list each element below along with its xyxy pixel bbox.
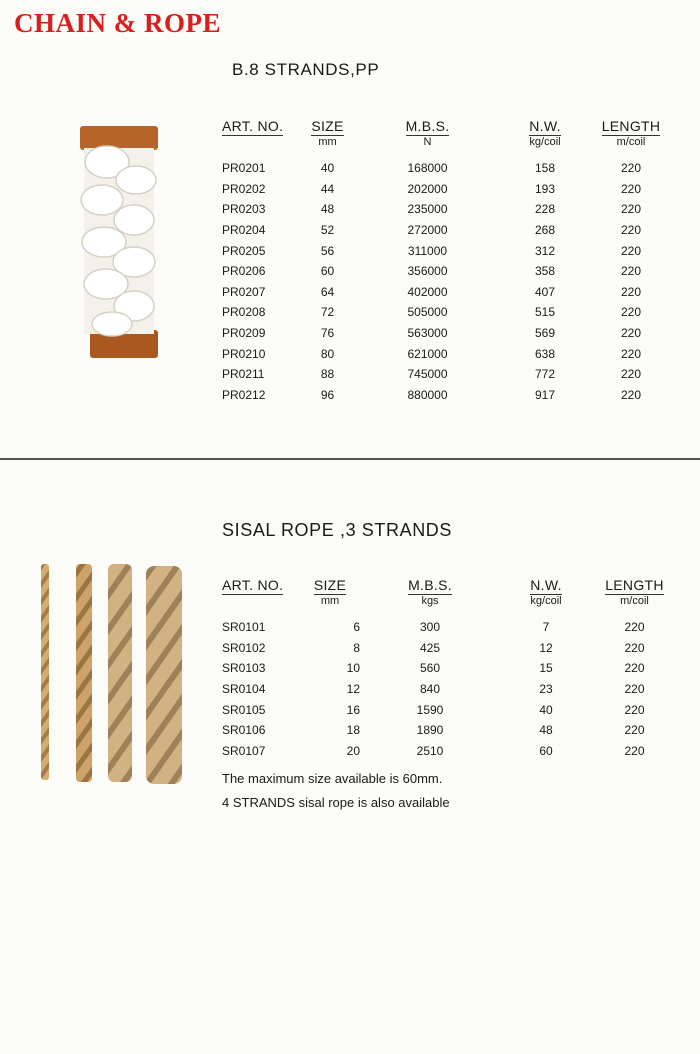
unit-cell: kg/coil xyxy=(529,136,561,148)
table-row: PR0209 76 563000 569 220 xyxy=(222,326,642,341)
brand-title: CHAIN & ROPE xyxy=(14,8,221,38)
col-header-nw: N.W. xyxy=(529,118,561,134)
table-row: SR0104 12 840 23 220 xyxy=(222,682,645,697)
col-header-length: LENGTH xyxy=(601,118,661,134)
col-header-mbs: M.B.S. xyxy=(408,577,452,593)
pp-rope-photo xyxy=(62,122,174,362)
unit-cell: m/coil xyxy=(620,595,649,607)
table-row: SR0102 8 425 12 220 xyxy=(222,640,645,655)
table-row: PR0210 80 621000 638 220 xyxy=(222,346,642,361)
unit-cell: m/coil xyxy=(616,136,646,148)
table-row: SR0105 16 1590 40 220 xyxy=(222,702,645,717)
table-row: PR0212 96 880000 917 220 xyxy=(222,387,642,402)
table-row: PR0205 56 311000 312 220 xyxy=(222,243,642,258)
table-row: PR0206 60 356000 358 220 xyxy=(222,264,642,279)
table-row: SR0107 20 2510 60 220 xyxy=(222,743,645,758)
unit-cell: kgs xyxy=(421,595,439,607)
note-four-strands: 4 STRANDS sisal rope is also available xyxy=(222,795,450,810)
table-row: PR0208 72 505000 515 220 xyxy=(222,305,642,320)
unit-cell: mm xyxy=(320,595,340,607)
col-header-size: SIZE xyxy=(313,577,347,593)
unit-cell: kg/coil xyxy=(530,595,562,607)
table-row: PR0207 64 402000 407 220 xyxy=(222,284,642,299)
sisal-section-title: SISAL ROPE ,3 STRANDS xyxy=(222,520,452,540)
table-row: PR0201 40 168000 158 220 xyxy=(222,161,642,176)
col-header-art-no: ART. NO. xyxy=(222,118,284,134)
pp-spec-table xyxy=(222,118,672,405)
unit-cell: mm xyxy=(318,136,337,148)
sisal-spec-table xyxy=(222,577,677,761)
table-row: SR0103 10 560 15 220 xyxy=(222,661,645,676)
table-row: PR0204 52 272000 268 220 xyxy=(222,223,642,238)
col-header-length: LENGTH xyxy=(605,577,664,593)
unit-cell xyxy=(222,595,300,617)
sisal-rope-photo xyxy=(30,562,190,786)
table-row: SR0106 18 1890 48 220 xyxy=(222,723,645,738)
table-row: PR0203 48 235000 228 220 xyxy=(222,202,642,217)
note-max-size: The maximum size available is 60mm. xyxy=(222,771,443,786)
col-header-nw: N.W. xyxy=(530,577,562,593)
table-row: PR0202 44 202000 193 220 xyxy=(222,181,642,196)
section-divider xyxy=(0,458,700,460)
col-header-size: SIZE xyxy=(311,118,344,134)
col-header-mbs: M.B.S. xyxy=(405,118,450,134)
table-row: PR0211 88 745000 772 220 xyxy=(222,367,642,382)
pp-section-title: B.8 STRANDS,PP xyxy=(232,60,380,79)
unit-cell xyxy=(222,136,300,158)
table-row: SR0101 6 300 7 220 xyxy=(222,620,645,635)
unit-cell: N xyxy=(423,136,432,148)
col-header-art-no: ART. NO. xyxy=(222,577,284,593)
